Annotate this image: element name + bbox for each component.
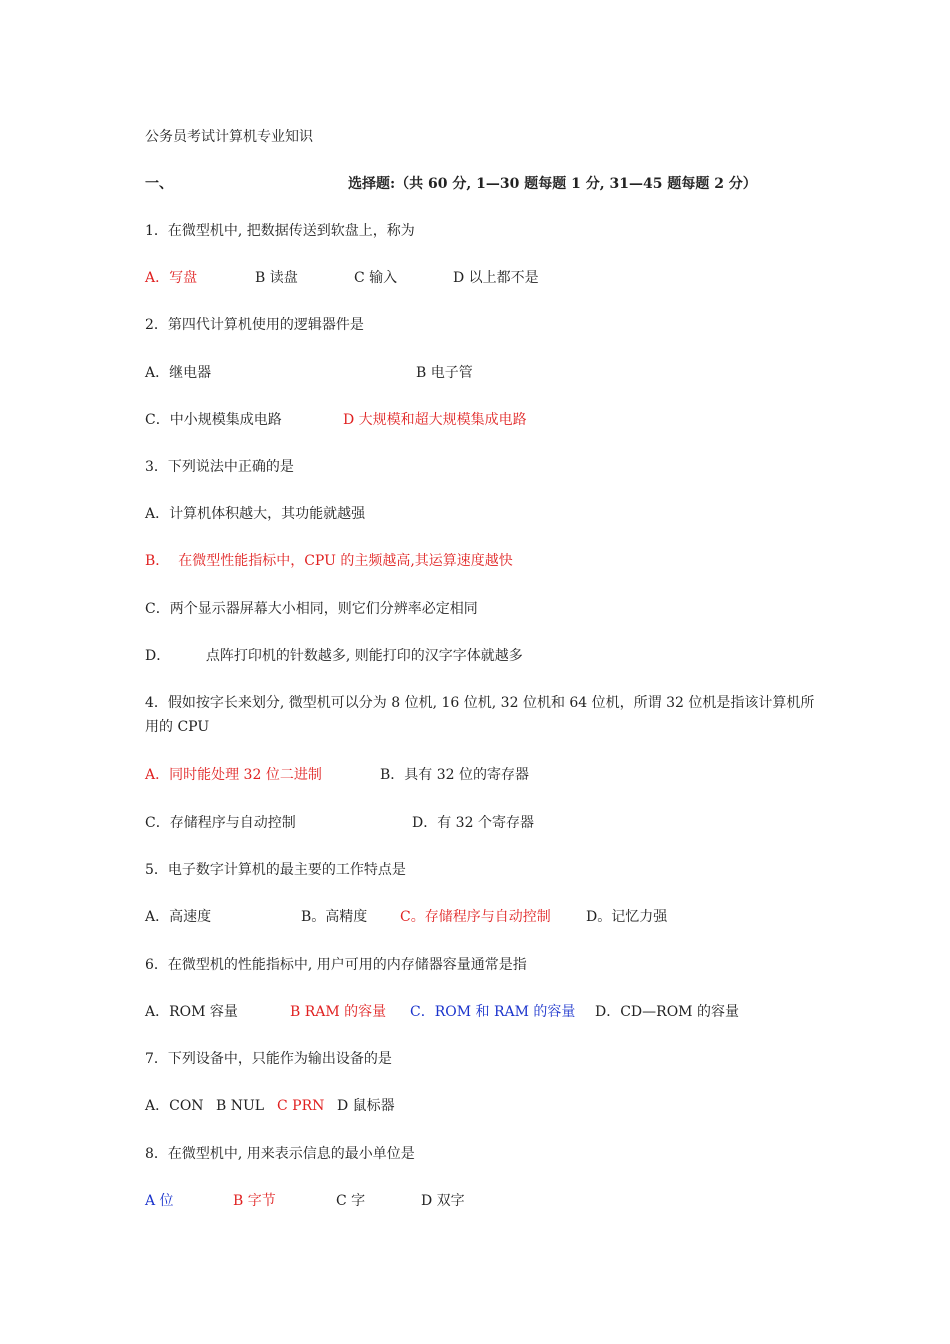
q3-option-d: D． 点阵打印机的针数越多, 则能打印的汉字字体就越多 (145, 648, 523, 664)
q7-option-b: B NUL (216, 1098, 265, 1114)
q8-option-c: C 字 (336, 1193, 366, 1209)
q7-option-c: C PRN (277, 1098, 325, 1114)
question-7-stem: 7．下列设备中，只能作为输出设备的是 (145, 1051, 392, 1067)
question-3-stem: 3．下列说法中正确的是 (145, 459, 294, 475)
question-5-stem: 5．电子数字计算机的最主要的工作特点是 (145, 862, 406, 878)
q7-option-a: A．CON (145, 1098, 204, 1114)
q6-option-b: B RAM 的容量 (290, 1004, 387, 1020)
q6-option-a: A．ROM 容量 (145, 1004, 238, 1020)
q3-option-c: C．两个显示器屏幕大小相同，则它们分辨率必定相同 (145, 601, 478, 617)
q1-option-a: A．写盘 (145, 270, 198, 286)
q5-option-d: D。记忆力强 (586, 909, 668, 925)
q1-option-c: C 输入 (354, 270, 398, 286)
q6-option-d: D．CD—ROM 的容量 (595, 1004, 739, 1020)
q8-option-a: A 位 (145, 1193, 174, 1209)
question-8-stem: 8．在微型机中, 用来表示信息的最小单位是 (145, 1146, 415, 1162)
q3-option-a: A．计算机体积越大，其功能就越强 (145, 506, 366, 522)
section-number: 一、 (145, 176, 173, 192)
question-1-stem: 1．在微型机中, 把数据传送到软盘上，称为 (145, 223, 415, 239)
q8-option-d: D 双字 (421, 1193, 465, 1209)
q1-option-d: D 以上都不是 (453, 270, 539, 286)
q5-option-a: A．高速度 (145, 909, 212, 925)
q4-option-b: B．具有 32 位的寄存器 (380, 767, 530, 783)
q8-option-b: B 字节 (233, 1193, 276, 1209)
q7-option-d: D 鼠标器 (337, 1098, 395, 1114)
q4-option-c: C．存储程序与自动控制 (145, 815, 296, 831)
q5-option-b: B。高精度 (301, 909, 368, 925)
question-4-stem: 4．假如按字长来划分, 微型机可以分为 8 位机, 16 位机, 32 位机和 64 位机，所谓 32 位机是指该计算机所用的 CPU (145, 695, 815, 735)
question-2-stem: 2．第四代计算机使用的逻辑器件是 (145, 317, 364, 333)
q4-option-a: A．同时能处理 32 位二进制 (145, 767, 322, 783)
q2-option-d: D 大规模和超大规模集成电路 (343, 412, 527, 428)
document-title: 公务员考试计算机专业知识 (145, 129, 313, 145)
q4-option-d: D．有 32 个寄存器 (412, 815, 534, 831)
q2-option-b: B 电子管 (416, 365, 473, 381)
q2-option-a: A．继电器 (145, 365, 212, 381)
q1-option-b: B 读盘 (255, 270, 298, 286)
question-6-stem: 6．在微型机的性能指标中, 用户可用的内存储器容量通常是指 (145, 957, 527, 973)
q6-option-c: C．ROM 和 RAM 的容量 (410, 1004, 576, 1020)
q2-option-c: C．中小规模集成电路 (145, 412, 282, 428)
section-heading: 选择题:（共 60 分, 1—30 题每题 1 分, 31—45 题每题 2 分） (348, 176, 757, 192)
q3-option-b: B． 在微型性能指标中，CPU 的主频越高,其运算速度越快 (145, 553, 513, 569)
q5-option-c: C。存储程序与自动控制 (400, 909, 551, 925)
